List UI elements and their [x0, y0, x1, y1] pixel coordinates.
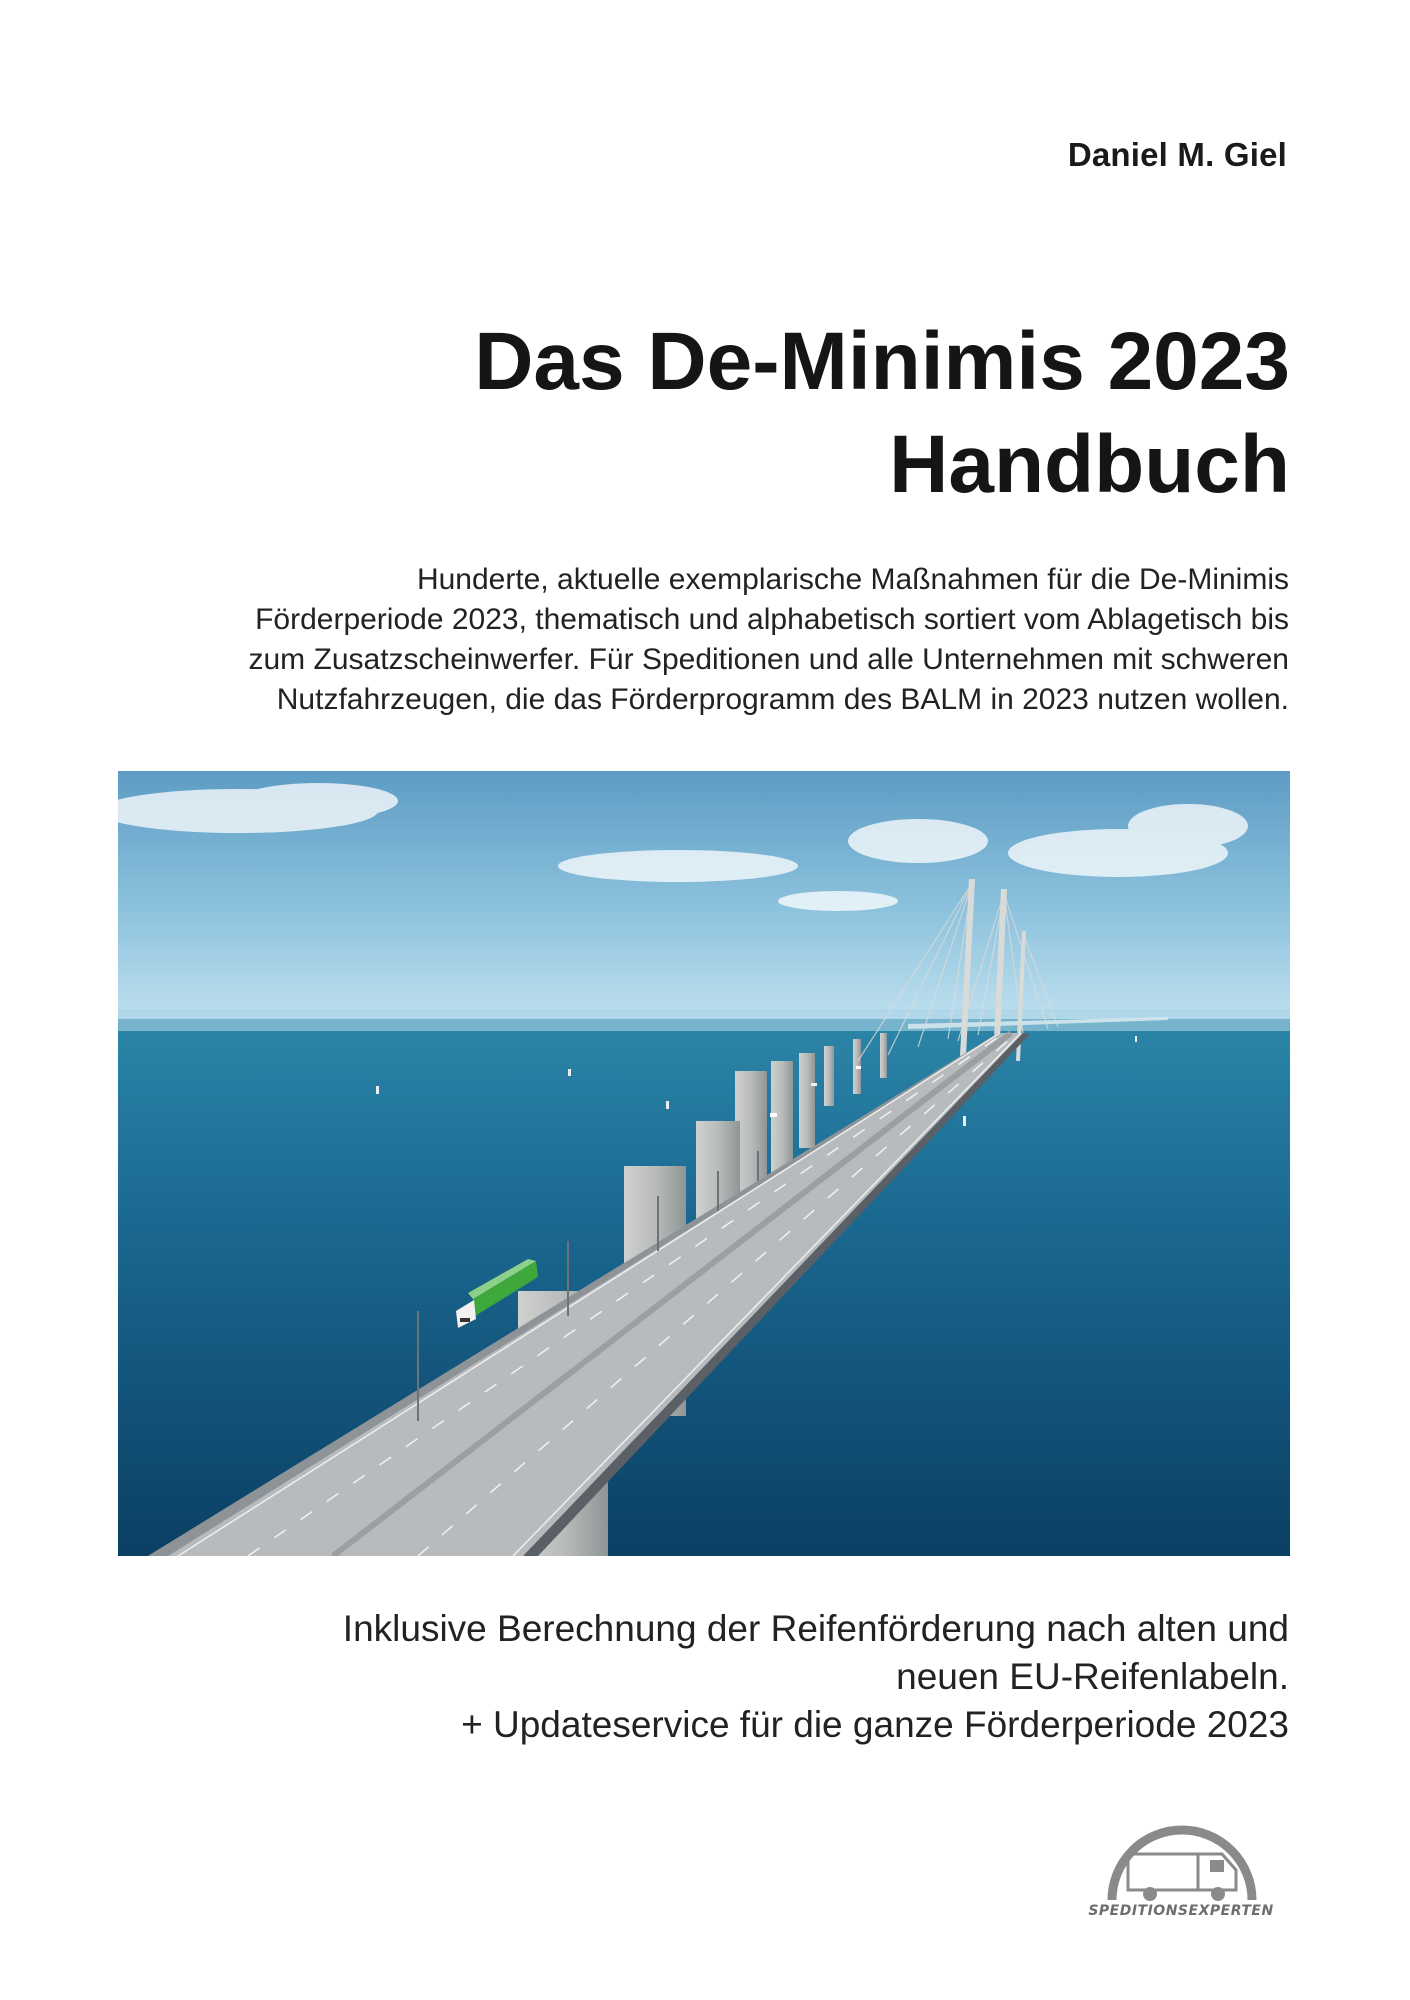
truck-icon [1128, 1854, 1236, 1901]
extra-line: neuen EU-Reifenlabeln. [896, 1656, 1289, 1697]
description-line: Hunderte, aktuelle exemplarische Maßnahmen für die De-Minimis [416, 563, 1289, 596]
author-name: Daniel M. Giel [1067, 136, 1287, 173]
book-extra-info [89, 1605, 1289, 1749]
title-line: Das De-Minimis 2023 [474, 316, 1290, 407]
description-line: Nutzfahrzeugen, die das Förderprogramm des BALM in 2023 nutzen wollen. [276, 683, 1289, 716]
bridge-photo [118, 771, 1290, 1556]
description-line: Förderperiode 2023, thematisch und alphabetisch sortiert vom Ablagetisch bis [255, 603, 1289, 636]
logo-text: SPEDITIONSEXPERTEN [1088, 1903, 1274, 1919]
book-title [190, 310, 1290, 516]
description-line: zum Zusatzscheinwerfer. Für Speditionen und alle Unternehmen mit schweren [248, 643, 1289, 676]
book-description [89, 560, 1289, 720]
publisher-logo [1070, 1808, 1292, 1920]
extra-line: + Updateservice für die ganze Förderperiode 2023 [461, 1704, 1289, 1745]
title-line: Handbuch [889, 419, 1290, 510]
extra-line: Inklusive Berechnung der Reifenförderung nach alten und [342, 1608, 1289, 1649]
